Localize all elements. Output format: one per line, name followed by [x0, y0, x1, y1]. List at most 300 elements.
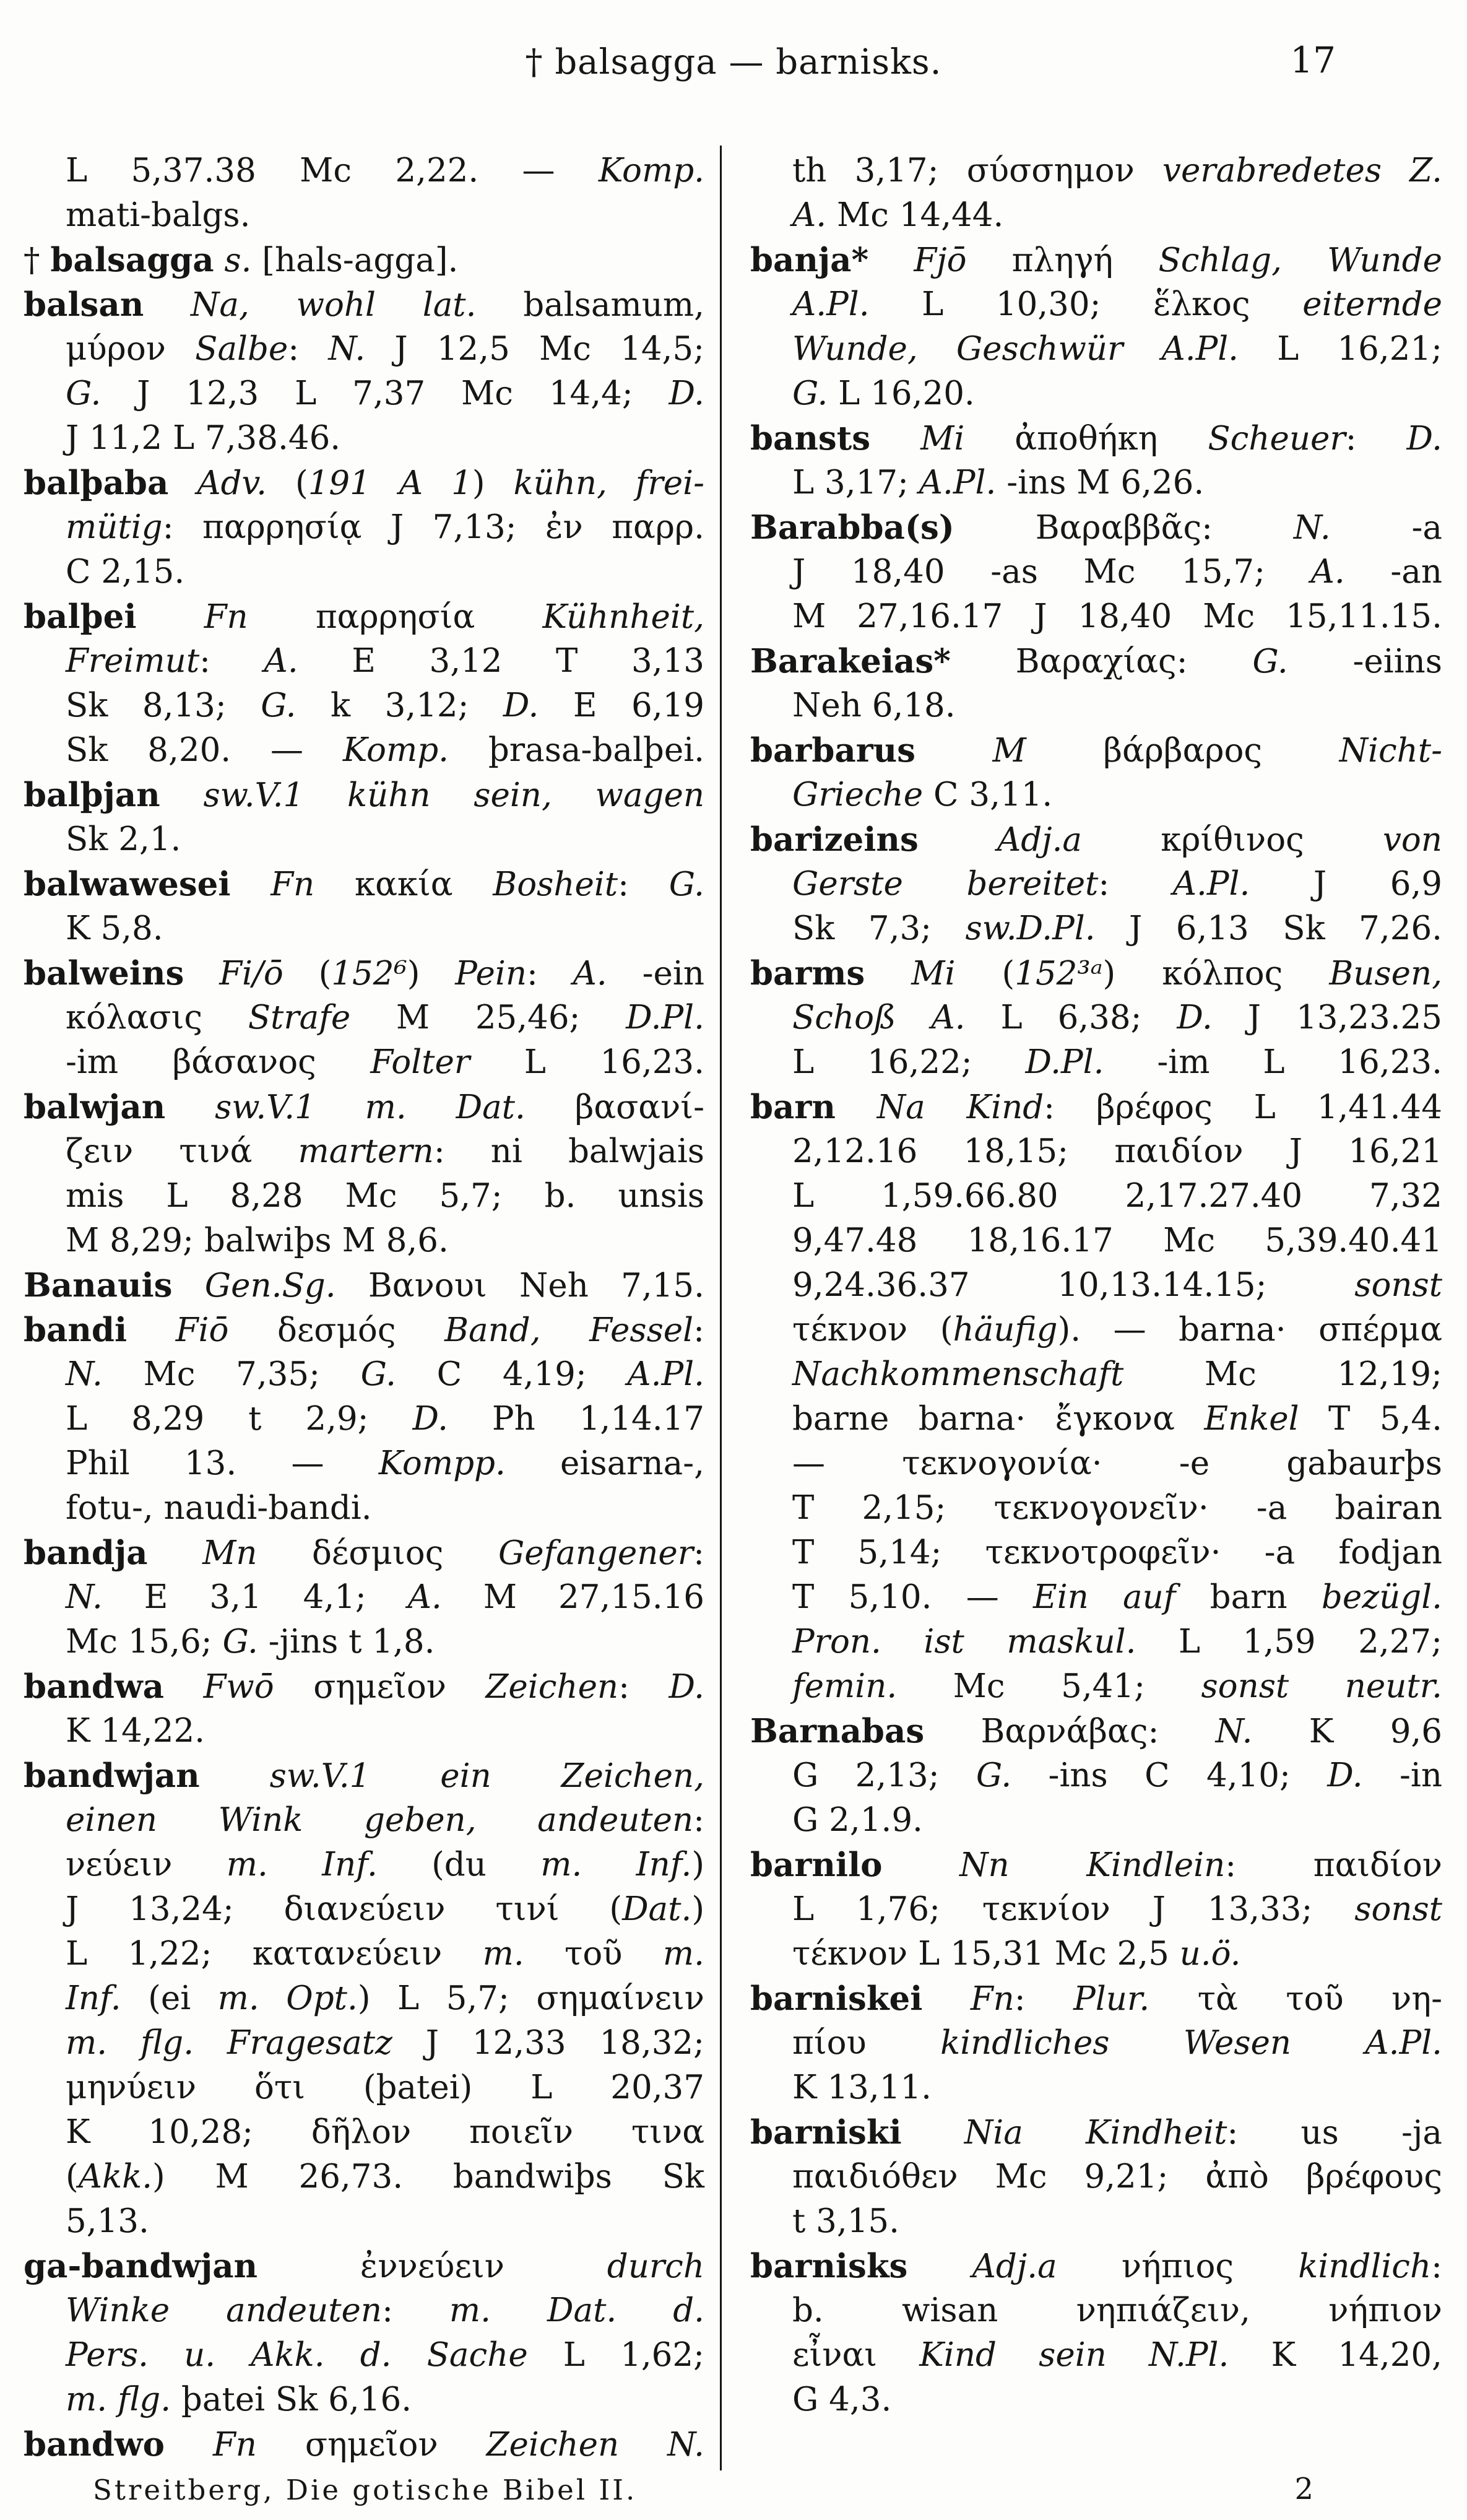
entry-line: [24, 371, 704, 416]
greek-text: νεύειν: [66, 1846, 173, 1883]
headword: bandwa: [24, 1667, 164, 1706]
entry-line: [750, 2066, 1442, 2110]
entry-line: [750, 951, 1442, 996]
entry-line: [750, 1843, 1442, 1887]
text-segment: D.: [1406, 420, 1442, 458]
entry-line: [24, 1664, 704, 1709]
text-segment: kindliches Wesen: [940, 2024, 1292, 2062]
greek-text: κακία: [354, 866, 453, 903]
greek-text: Βαρνάβας: [980, 1713, 1148, 1750]
text-segment: Gerste bereitet: [792, 865, 1099, 903]
greek-text: ἐννεύειν: [360, 2248, 504, 2285]
greek-text: μύρον: [66, 330, 166, 368]
text-segment: J 13,33;: [1110, 1890, 1355, 1928]
entry-line: [750, 639, 1442, 684]
greek-text: τεκνοτροφεῖν: [985, 1534, 1211, 1571]
text-segment: [148, 1534, 203, 1572]
entry-line: [750, 193, 1442, 238]
column-left: [24, 149, 704, 2467]
text-segment: :: [693, 1801, 704, 1839]
headword: balsan: [24, 285, 144, 324]
headword: balþei: [24, 597, 137, 636]
entry-line: [750, 996, 1442, 1040]
text-segment: kindlich: [1298, 2248, 1432, 2285]
text-segment: Dat.: [622, 1890, 692, 1928]
entry-line: [24, 639, 704, 684]
greek-text: τοῦ: [565, 1935, 623, 1973]
entry-line: [24, 1486, 704, 1531]
entry-line: [24, 282, 704, 327]
entry-line: [750, 1709, 1442, 1753]
entry-line: [24, 1129, 704, 1174]
entry-line: [750, 1308, 1442, 1352]
text-segment: Ph 1,14.17: [448, 1400, 704, 1438]
text-segment: [314, 866, 355, 903]
text-segment: [166, 330, 195, 368]
text-segment: Adv.: [197, 464, 267, 502]
text-segment: þatei Sk 6,16.: [171, 2381, 412, 2418]
text-segment: Mc 15,6;: [66, 1623, 223, 1661]
text-segment: Scheuer: [1208, 420, 1346, 458]
greek-text: ἀπὸ βρέφους: [1205, 2158, 1443, 2196]
footer-signature: 2: [1294, 2472, 1313, 2506]
greek-text: παρρησία: [315, 598, 475, 636]
text-segment: sw.V.1 ein Zeichen,: [269, 1757, 704, 1795]
text-segment: u.ö.: [1179, 1935, 1241, 1973]
entry-line: [24, 728, 704, 773]
text-segment: Mc 12,19;: [1123, 1355, 1442, 1393]
text-segment: D.: [669, 1668, 704, 1706]
greek-text: κρίθινος: [1161, 821, 1304, 859]
text-segment: [867, 2024, 940, 2062]
text-segment: 152⁶: [331, 955, 407, 993]
greek-text: τεκνίον: [982, 1890, 1110, 1928]
entry-line: [24, 1709, 704, 1753]
text-segment: ): [691, 1846, 704, 1883]
text-segment: N.: [1293, 509, 1331, 547]
text-segment: eisarna-,: [505, 1445, 704, 1482]
text-segment: ): [407, 955, 456, 993]
text-segment: A.: [573, 955, 607, 993]
text-segment: :: [1201, 509, 1294, 547]
greek-text: σημεῖον: [313, 1668, 446, 1706]
entry-line: [750, 416, 1442, 461]
text-segment: · -a fodjan: [1210, 1534, 1442, 1571]
text-segment: Mc 5,41;: [897, 1667, 1201, 1705]
text-segment: L 1,62;: [527, 2336, 704, 2374]
headword: barbarus: [750, 731, 916, 770]
text-segment: sw.D.Pl.: [965, 910, 1096, 947]
text-segment: Ein auf: [1033, 1578, 1176, 1616]
text-segment: mütig: [66, 508, 163, 546]
text-segment: Sk 8,20. —: [66, 731, 343, 769]
text-segment: Sk 7,3;: [792, 910, 966, 947]
text-segment: M 25,46;: [350, 999, 626, 1036]
entry-line: [24, 1219, 704, 1263]
text-segment: (: [267, 464, 308, 502]
text-segment: :: [1098, 865, 1173, 903]
text-segment: Akk.: [78, 2158, 153, 2196]
text-segment: A.Pl.: [1161, 330, 1239, 368]
column-divider: [720, 146, 722, 2470]
text-segment: -ins M 6,26.: [996, 464, 1205, 502]
entry-line: [750, 594, 1442, 639]
text-segment: [1304, 821, 1383, 859]
text-segment: kühn, frei-: [513, 464, 704, 502]
entry-line: [24, 906, 704, 951]
text-segment: J 6,13 Sk 7,26.: [1095, 910, 1443, 947]
greek-text: νηπιάζειν, νήπιον: [1076, 2292, 1442, 2329]
entry-line: [24, 1174, 704, 1219]
text-segment: G 4,3.: [792, 2381, 892, 2418]
entry-line: [24, 773, 704, 817]
greek-text: ἐν παρρ.: [545, 508, 705, 546]
text-segment: [924, 1713, 980, 1750]
greek-text: ζειν τινά: [66, 1132, 253, 1170]
entry-line: [24, 1843, 704, 1887]
text-segment: Komp.: [598, 152, 704, 189]
text-segment: Winke andeuten: [66, 2292, 383, 2329]
greek-text: τέκνον: [792, 1935, 908, 1973]
text-segment: [623, 1935, 663, 1973]
text-segment: L 16,23.: [470, 1043, 704, 1081]
text-segment: Fn: [970, 1980, 1015, 2018]
text-segment: G.: [222, 1623, 258, 1661]
text-segment: G.: [792, 375, 828, 412]
text-segment: E 6,19: [539, 687, 705, 724]
greek-text: Βανουι: [368, 1267, 487, 1305]
text-segment: Fn: [204, 598, 248, 636]
text-segment: Adj.a: [997, 821, 1083, 859]
text-segment: sw.V.1 kühn sein, wagen: [203, 776, 704, 814]
text-segment: Fiō: [175, 1311, 229, 1349]
greek-text: δέσμιος: [312, 1534, 444, 1572]
text-segment: [922, 1980, 970, 2018]
entry-line: [750, 371, 1442, 416]
entry-line: [24, 1308, 704, 1352]
headword: barizeins: [750, 820, 919, 859]
text-segment: :: [618, 866, 669, 903]
text-segment: [966, 241, 1011, 279]
text-segment: þrasa-balþei.: [449, 731, 704, 769]
greek-text: παιδιόθεν: [792, 2158, 958, 2196]
text-segment: Fn: [270, 866, 315, 903]
text-segment: mati-balgs.: [66, 196, 251, 234]
entry-line: [24, 2422, 704, 2467]
entry-line: [750, 1085, 1442, 1129]
text-segment: J 12,5 Mc 14,5;: [365, 330, 704, 368]
headword: bansts: [750, 419, 871, 458]
text-segment: [165, 1088, 215, 1126]
text-segment: J 13,23.25: [1212, 999, 1442, 1036]
entry-line: [750, 238, 1442, 282]
text-segment: [136, 598, 204, 636]
text-segment: N.: [1215, 1713, 1253, 1750]
text-segment: [hals-agga].: [251, 241, 459, 279]
running-header: [0, 41, 1467, 84]
text-segment: Gen.Sg.: [204, 1267, 336, 1305]
entry-line: [24, 2244, 704, 2288]
text-segment: G.: [360, 1355, 396, 1393]
text-segment: · -a bairan: [1198, 1489, 1442, 1527]
entry-line: [24, 2378, 704, 2422]
text-segment: A.Pl.: [1365, 2024, 1442, 2062]
entry-line: [750, 1531, 1442, 1575]
entry-line: [24, 2110, 704, 2155]
entry-line: [750, 1575, 1442, 1620]
entry-line: [750, 1486, 1442, 1531]
text-segment: M: [992, 732, 1026, 770]
entry-line: [750, 1040, 1442, 1085]
headword: barniskei: [750, 1979, 923, 2018]
text-segment: [524, 1935, 565, 1973]
text-segment: Pers. u. Akk. d. Sache: [66, 2336, 528, 2374]
greek-text: δεσμός: [277, 1311, 396, 1349]
greek-text: βρέφος: [1096, 1088, 1213, 1126]
text-segment: A.: [407, 1578, 442, 1616]
text-segment: J 16,21: [1243, 1132, 1443, 1170]
text-segment: [172, 1846, 226, 1883]
text-segment: [882, 1846, 959, 1884]
text-segment: G.: [976, 1757, 1012, 1794]
text-segment: :: [199, 642, 264, 680]
text-segment: : ni balwjais: [433, 1132, 704, 1170]
text-segment: Grieche: [792, 776, 924, 814]
text-segment: 2,12.16 18,15;: [792, 1132, 1115, 1170]
text-segment: ): [691, 1890, 704, 1928]
greek-text: παιδίον: [1114, 1132, 1244, 1170]
text-segment: D.Pl.: [1025, 1043, 1104, 1081]
text-segment: [396, 1311, 445, 1349]
text-segment: sonst: [1354, 1266, 1442, 1304]
text-segment: -ein: [607, 955, 704, 993]
text-segment: m. flg. Fragesatz: [66, 2024, 392, 2062]
text-segment: [438, 2426, 487, 2464]
greek-text: πληγή: [1011, 241, 1114, 279]
text-segment: N.: [328, 330, 366, 368]
text-segment: k 3,12;: [296, 687, 503, 724]
text-segment: G.: [669, 866, 704, 903]
text-segment: L 1,59 2,27;: [1136, 1623, 1442, 1661]
headword: banja*: [750, 241, 869, 279]
text-segment: [257, 1534, 312, 1572]
text-segment: [868, 241, 914, 279]
text-segment: M 27,15.16: [441, 1578, 704, 1616]
text-segment: N.: [66, 1578, 103, 1616]
text-segment: G.: [1252, 643, 1288, 680]
entry-line: [750, 773, 1442, 817]
text-segment: E 3,12 T 3,13: [298, 642, 704, 680]
entry-line: [24, 327, 704, 371]
text-segment: :: [382, 2292, 449, 2329]
text-segment: 191 A 1: [308, 464, 472, 502]
text-segment: [1175, 1400, 1204, 1438]
text-segment: Kompp.: [378, 1445, 506, 1482]
text-segment: [202, 999, 248, 1036]
entry-line: [24, 461, 704, 505]
text-segment: [1026, 732, 1104, 770]
entry-line: [750, 728, 1442, 773]
text-segment: Freimut: [66, 642, 200, 680]
text-segment: [336, 1267, 368, 1305]
text-segment: Zeichen N.: [486, 2426, 704, 2464]
text-segment: [442, 1935, 482, 1973]
entry-line: [750, 1441, 1442, 1486]
headword: ga-bandwjan: [24, 2247, 258, 2285]
text-segment: [504, 2248, 607, 2285]
text-segment: K 13,11.: [792, 2069, 932, 2106]
text-segment: Plur.: [1073, 1980, 1150, 2018]
text-segment: M 27,16.17 J 18,40 Mc 15,11.15.: [792, 597, 1442, 635]
text-segment: K 5,8.: [66, 910, 163, 947]
text-segment: [446, 1668, 486, 1706]
text-segment: Kind sein N.Pl.: [919, 2336, 1229, 2374]
text-segment: L 16,22;: [792, 1043, 1026, 1081]
headword: balwjan: [24, 1088, 166, 1126]
headword: barnisks: [750, 2247, 908, 2285]
text-segment: Zeichen: [485, 1668, 619, 1706]
text-segment: C 2,15.: [66, 553, 185, 591]
text-segment: :: [1148, 1713, 1216, 1750]
text-segment: von: [1382, 821, 1442, 859]
entry-line: [24, 505, 704, 550]
text-segment: -an: [1344, 553, 1442, 591]
text-segment: :: [618, 1668, 669, 1706]
text-segment: m. Opt.: [217, 1979, 358, 2017]
text-segment: :: [1176, 643, 1253, 680]
text-segment: sw.V.1 m. Dat.: [215, 1088, 526, 1126]
text-segment: -eiins: [1287, 643, 1442, 680]
text-segment: [907, 2248, 972, 2285]
text-segment: L 1,76;: [792, 1890, 982, 1928]
text-segment: -ins C 4,10;: [1011, 1757, 1328, 1794]
text-segment: m. Inf.: [540, 1846, 692, 1883]
header-title: † balsagga — barnisks.: [525, 42, 942, 82]
text-segment: ). — barna·: [1057, 1311, 1319, 1349]
column-right: [750, 149, 1442, 2422]
greek-text: βασανί-: [574, 1088, 704, 1126]
text-segment: m.: [662, 1935, 704, 1973]
text-segment: Schoß A.: [792, 999, 966, 1036]
page-number: 17: [1290, 39, 1336, 81]
text-segment: verabredetes Z.: [1162, 152, 1442, 189]
text-segment: ) L 5,7;: [357, 1979, 537, 2017]
entry-line: [24, 2066, 704, 2110]
text-segment: m. Dat. d.: [449, 2292, 704, 2329]
text-segment: Na, wohl lat.: [191, 286, 477, 324]
greek-text: τεκνογονεῖν: [993, 1489, 1198, 1527]
text-segment: Fjō: [914, 241, 967, 279]
text-segment: Neh 6,18.: [792, 687, 956, 724]
headword: bandi: [24, 1311, 128, 1349]
entry-line: [750, 1932, 1442, 1976]
text-segment: Neh 7,15.: [487, 1267, 704, 1305]
entry-line: [750, 2021, 1442, 2066]
entry-line: [24, 1575, 704, 1620]
text-segment: J 12,33 18,32;: [392, 2024, 704, 2062]
entry-line: [24, 550, 704, 594]
text-segment: L 1,22;: [66, 1935, 253, 1973]
headword: barn: [750, 1088, 836, 1126]
entry-line: [750, 2333, 1442, 2378]
text-segment: K 14,20,: [1229, 2336, 1442, 2374]
text-segment: Na Kind: [876, 1088, 1044, 1126]
entry-line: [24, 149, 704, 193]
text-segment: T 5,10. —: [792, 1578, 1033, 1616]
text-segment: [1158, 420, 1208, 458]
text-segment: D.: [412, 1400, 448, 1438]
text-segment: [1250, 285, 1303, 323]
text-segment: m. Inf.: [226, 1846, 378, 1883]
text-segment: Pron. ist maskul.: [792, 1623, 1136, 1661]
entry-line: [24, 416, 704, 461]
text-segment: :: [1014, 1980, 1074, 2018]
text-segment: :: [1431, 2248, 1442, 2285]
greek-text: ἀποθήκη: [1015, 420, 1158, 458]
text-segment: [214, 241, 225, 279]
text-segment: [168, 464, 197, 502]
text-segment: [443, 1534, 498, 1572]
greek-text: βάρβαρος: [1103, 732, 1263, 770]
greek-text: Βαραββᾶς: [1035, 509, 1202, 547]
text-segment: [173, 1267, 205, 1305]
text-segment: T 2,15;: [792, 1489, 994, 1527]
entry-line: [24, 862, 704, 906]
entry-line: [24, 817, 704, 862]
text-segment: L 6,38;: [965, 999, 1177, 1036]
greek-text: ἕλκος: [1153, 285, 1250, 323]
text-segment: Adj.a: [972, 2248, 1057, 2285]
text-segment: einen Wink geben, andeuten: [66, 1801, 694, 1839]
text-segment: häufig: [953, 1311, 1058, 1349]
text-segment: Nia Kindheit: [964, 2114, 1227, 2152]
entry-line: [750, 2199, 1442, 2244]
text-segment: durch: [607, 2248, 704, 2285]
text-segment: Inf.: [66, 1979, 121, 2017]
headword: bandwjan: [24, 1757, 200, 1795]
entry-line: [24, 1040, 704, 1085]
entry-line: [750, 149, 1442, 193]
entry-line: [750, 817, 1442, 862]
text-segment: :: [526, 955, 573, 993]
text-segment: Folter: [370, 1043, 470, 1081]
text-segment: A.: [792, 196, 827, 234]
entry-line: [24, 1932, 704, 1976]
greek-text: πίου: [792, 2024, 867, 2062]
text-segment: K 9,6: [1252, 1713, 1442, 1750]
text-segment: Strafe: [248, 999, 351, 1036]
entry-line: [750, 327, 1442, 371]
entry-line: [24, 594, 704, 639]
text-segment: L 8,29 t 2,9;: [66, 1400, 413, 1438]
text-segment: [165, 2426, 213, 2464]
entry-line: [24, 1085, 704, 1129]
entry-line: [24, 1620, 704, 1664]
text-segment: T 5,14;: [792, 1534, 985, 1571]
text-segment: m.: [482, 1935, 524, 1973]
text-segment: †: [24, 241, 51, 279]
text-segment: Nicht-: [1339, 732, 1442, 770]
text-segment: [951, 643, 1016, 680]
headword: bandja: [24, 1534, 148, 1572]
text-segment: [954, 509, 1036, 547]
text-segment: [1057, 2248, 1122, 2285]
text-segment: :: [693, 1311, 704, 1349]
text-segment: [902, 2114, 964, 2152]
entry-line: [750, 1976, 1442, 2021]
text-segment: -jins t 1,8.: [257, 1623, 435, 1661]
entry-line: [24, 1441, 704, 1486]
